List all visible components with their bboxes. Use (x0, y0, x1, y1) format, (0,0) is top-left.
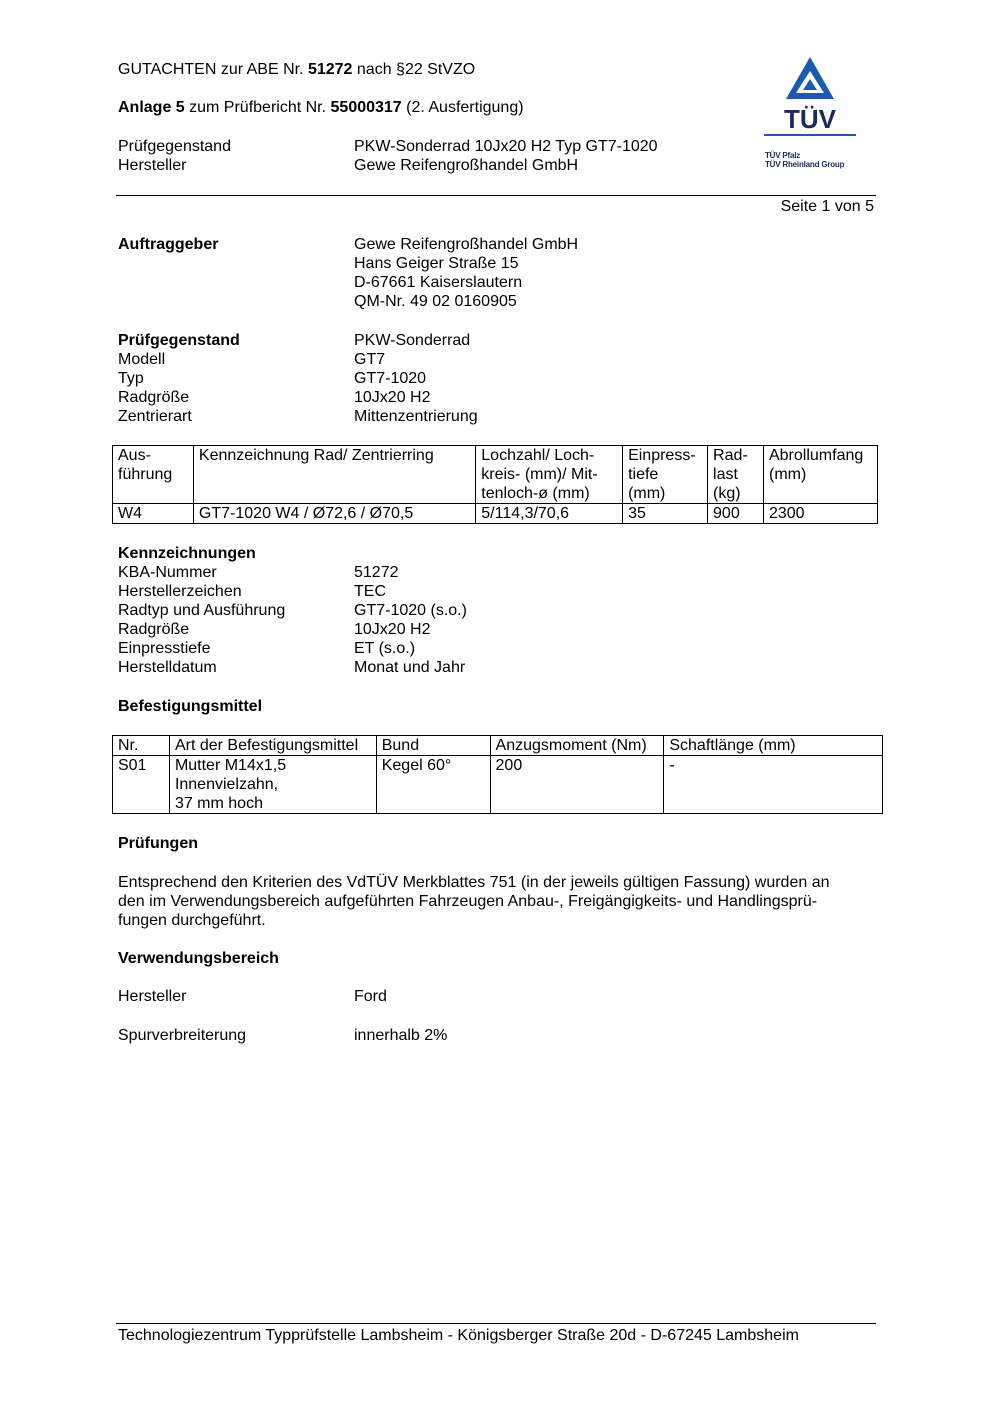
pruefungen-line: fungen durchgeführt. (118, 912, 266, 929)
pruefgegenstand-label: Prüfgegenstand (118, 332, 240, 349)
footer-address: Technologiezentrum Typprüfstelle Lambsheim - Königsberger Straße 20d - D-67245 Lambsheim (118, 1327, 799, 1344)
abe-number: 51272 (307, 61, 353, 78)
vb-hersteller-value: Ford (354, 988, 387, 1005)
footer-divider (116, 1323, 876, 1324)
table-row (113, 504, 878, 524)
k-radgroesse-label: Radgröße (118, 621, 190, 638)
auftraggeber-line: QM-Nr. 49 02 0160905 (354, 293, 517, 310)
spurverbreiterung-value: innerhalb 2% (354, 1027, 448, 1044)
auftraggeber-label: Auftraggeber (118, 236, 219, 253)
herstelldatum-label: Herstelldatum (118, 659, 217, 676)
zentrierart-label: Zentrierart (118, 408, 192, 425)
herstellerzeichen-value: TEC (354, 583, 386, 600)
herstelldatum-value: Monat und Jahr (354, 659, 466, 676)
header-pruefgegenstand-label: Prüfgegenstand (118, 138, 231, 155)
table-row (113, 756, 883, 814)
k-radgroesse-value: 10Jx20 H2 (354, 621, 431, 638)
kennzeichnungen-title: Kennzeichnungen (118, 545, 256, 562)
report-title (118, 60, 475, 79)
table-cell: W4 (113, 504, 194, 524)
annex-mid: zum Prüfbericht Nr. (184, 99, 331, 116)
vb-hersteller-label: Hersteller (118, 988, 187, 1005)
logo-line1: TÜV Pfalz (765, 151, 801, 160)
kba-value: 51272 (354, 564, 399, 581)
kba-label: KBA-Nummer (118, 564, 217, 581)
ausfuehrung-table (112, 445, 878, 524)
table-cell: 200 (490, 756, 664, 814)
annex-label: Anlage 5 (118, 99, 185, 116)
modell-value: GT7 (354, 351, 386, 368)
table-cell: 5/114,3/70,6 (476, 504, 623, 524)
auftraggeber-line: Hans Geiger Straße 15 (354, 255, 519, 272)
herstellerzeichen-label: Herstellerzeichen (118, 583, 242, 600)
pruefungen-title: Prüfungen (118, 835, 198, 852)
header-pruefgegenstand-value: PKW-Sonderrad 10Jx20 H2 Typ GT7-1020 (354, 138, 658, 155)
table-cell: 35 (623, 504, 708, 524)
auftraggeber-line: Gewe Reifengroßhandel GmbH (354, 236, 579, 253)
title-suffix: nach §22 StVZO (352, 61, 476, 78)
logo-wordmark: TÜV (784, 104, 836, 134)
table-cell: Kegel 60° (376, 756, 490, 814)
verwendungsbereich-title: Verwendungsbereich (118, 950, 279, 967)
table-header-cell: Aus- führung (113, 446, 194, 504)
radtyp-value: GT7-1020 (s.o.) (354, 602, 467, 619)
pruefgegenstand-value: PKW-Sonderrad (354, 332, 471, 349)
table-cell: Mutter M14x1,5 Innenvielzahn, 37 mm hoch (169, 756, 376, 814)
table-header-cell: Abrollumfang (mm) (763, 446, 877, 504)
table-header-row (113, 446, 878, 504)
header-hersteller-label: Hersteller (118, 157, 187, 174)
pruefungen-line: Entsprechend den Kriterien des VdTÜV Merkblattes 751 (in der jeweils gültigen Fassung) wurden an (118, 874, 830, 891)
table-cell: GT7-1020 W4 / Ø72,6 / Ø70,5 (193, 504, 475, 524)
pruefungen-line: den im Verwendungsbereich aufgeführten Fahrzeugen Anbau-, Freigängigkeits- und Handlingsprü- (118, 893, 818, 910)
einpresstiefe-label: Einpresstiefe (118, 640, 211, 657)
annex-line (118, 98, 524, 117)
radgroesse-value: 10Jx20 H2 (354, 389, 431, 406)
table-cell: - (664, 756, 883, 814)
report-number: 55000317 (330, 99, 402, 116)
table-header-cell: Schaftlänge (mm) (664, 736, 883, 756)
typ-label: Typ (118, 370, 144, 387)
table-cell: S01 (113, 756, 170, 814)
spurverbreiterung-label: Spurverbreiterung (118, 1027, 247, 1044)
table-header-cell: Nr. (113, 736, 170, 756)
radgroesse-label: Radgröße (118, 389, 190, 406)
auftraggeber-line: D-67661 Kaiserslautern (354, 274, 523, 291)
table-cell: 900 (708, 504, 764, 524)
einpresstiefe-value: ET (s.o.) (354, 640, 416, 657)
zentrierart-value: Mittenzentrierung (354, 408, 478, 425)
modell-label: Modell (118, 351, 166, 368)
table-header-row (113, 736, 883, 756)
table-header-cell: Bund (376, 736, 490, 756)
table-cell: 2300 (763, 504, 877, 524)
annex-suffix: (2. Ausfertigung) (401, 99, 524, 116)
table-header-cell: Rad- last (kg) (708, 446, 764, 504)
header-hersteller-value: Gewe Reifengroßhandel GmbH (354, 157, 579, 174)
befestigung-table (112, 735, 883, 814)
table-header-cell: Lochzahl/ Loch- kreis- (mm)/ Mit- tenloch-ø (mm) (476, 446, 623, 504)
page-indicator: Seite 1 von 5 (780, 198, 874, 215)
table-header-cell: Art der Befestigungsmittel (169, 736, 376, 756)
table-header-cell: Kennzeichnung Rad/ Zentrierring (193, 446, 475, 504)
befestigung-title: Befestigungsmittel (118, 698, 263, 715)
title-prefix: GUTACHTEN zur ABE Nr. (118, 61, 308, 78)
table-header-cell: Anzugsmoment (Nm) (490, 736, 664, 756)
typ-value: GT7-1020 (354, 370, 427, 387)
radtyp-label: Radtyp und Ausführung (118, 602, 286, 619)
header-divider (116, 195, 876, 196)
logo-line2: TÜV Rheinland Group (765, 160, 845, 169)
table-header-cell: Einpress- tiefe (mm) (623, 446, 708, 504)
